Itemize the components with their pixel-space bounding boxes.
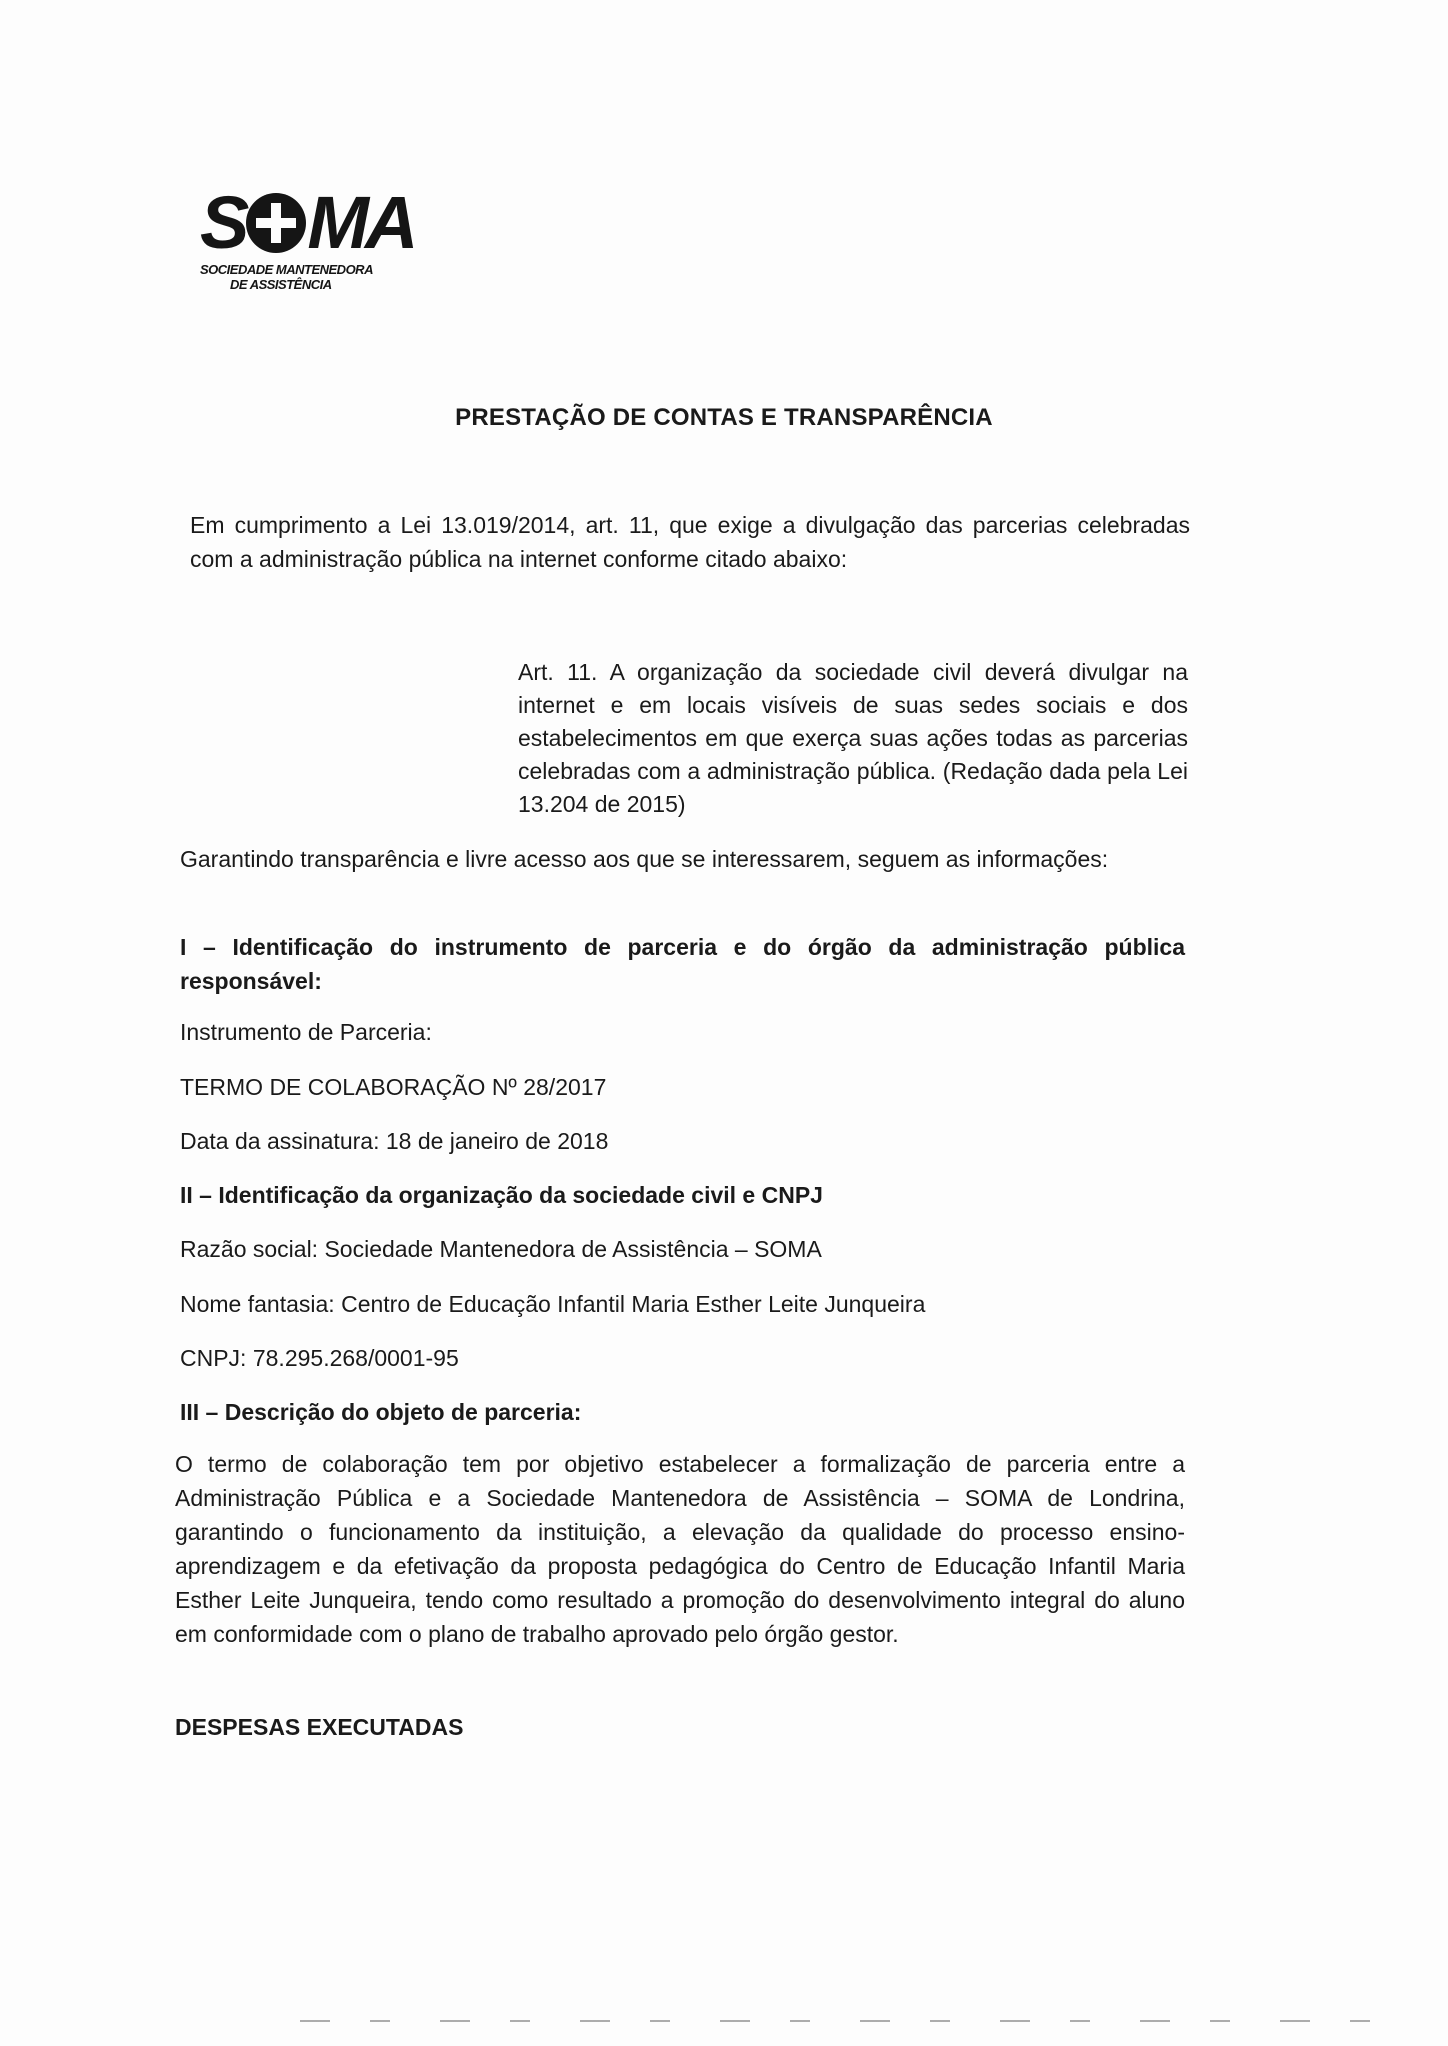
object-description: O termo de colaboração tem por objetivo estabelecer a formalização de parceria entre a Administração Pública e a Sociedade Mantenedora de Assistência – SOMA de Londrina, garantindo o funcionamento da instituição, a elevação da qualidade do processo ensino-aprendizagem e da efetivação da proposta pedagógica do Centro de Educação Infantil Maria Esther Leite Junqueira, tendo como resultado a promoção do desenvolvimento integral do aluno em conformidade com o plano de trabalho aprovado pelo órgão gestor. [175,1451,1185,1647]
soma-logo [200,181,440,292]
nome-fantasia: Nome fantasia: Centro de Educação Infantil Maria Esther Leite Junqueira [180,1291,926,1317]
logo-subtitle: SOCIEDADE MANTENEDORA DE ASSISTÊNCIA [200,262,373,292]
despesas-heading: DESPESAS EXECUTADAS [175,1714,464,1740]
section1-heading: I – Identificação do instrumento de parceria e do órgão da administração pública responsável: [180,934,1185,994]
signature-date: Data da assinatura: 18 de janeiro de 2018 [180,1128,609,1154]
guarantee-paragraph: Garantindo transparência e livre acesso aos que se interessarem, seguem as informações: [180,846,1109,872]
section3-heading: III – Descrição do objeto de parceria: [180,1399,582,1425]
scan-artifact-line [300,2020,1400,2022]
section2-heading: II – Identificação da organização da sociedade civil e CNPJ [180,1182,823,1208]
law-quote: Art. 11. A organização da sociedade civil deverá divulgar na internet e em locais visíveis de suas sedes sociais e dos estabelecimentos em que exerça suas ações todas as parcerias celebradas com a administração pública. (Redação dada pela Lei 13.204 de 2015) [518,659,1188,817]
intro-paragraph: Em cumprimento a Lei 13.019/2014, art. 11, que exige a divulgação das parcerias celebradas com a administração pública na internet conforme citado abaixo: [190,512,1190,572]
logo-wordmark: S MA [200,181,415,264]
cnpj: CNPJ: 78.295.268/0001-95 [180,1345,459,1371]
termo-number: TERMO DE COLABORAÇÃO Nº 28/2017 [180,1074,607,1100]
page-title: PRESTAÇÃO DE CONTAS E TRANSPARÊNCIA [455,404,993,431]
cross-icon [246,193,306,253]
razao-social: Razão social: Sociedade Mantenedora de Assistência – SOMA [180,1236,822,1262]
instrument-label: Instrumento de Parceria: [180,1019,432,1045]
